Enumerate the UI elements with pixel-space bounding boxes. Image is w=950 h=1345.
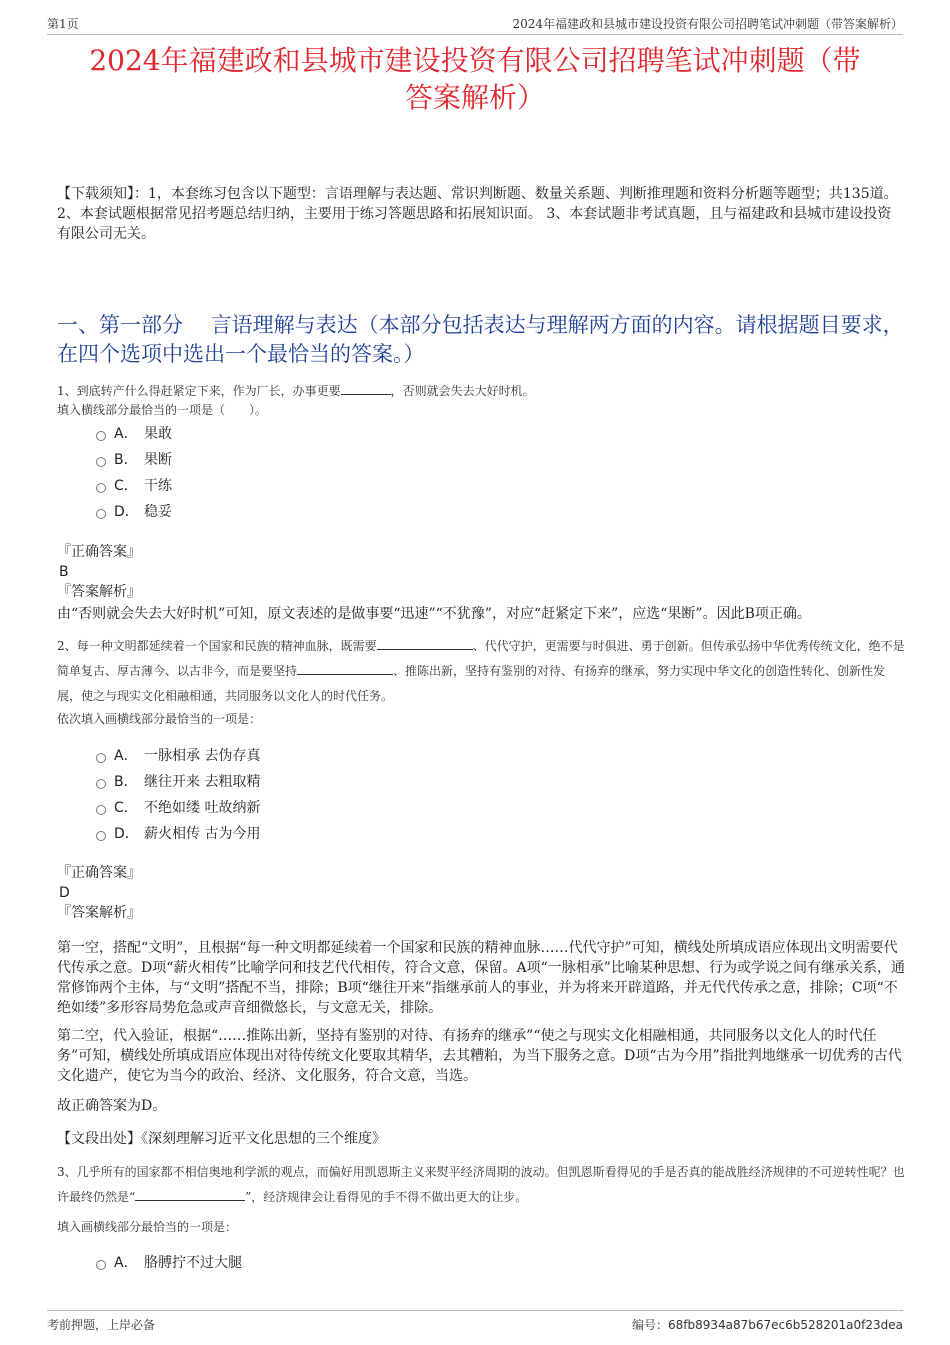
q1-option-a[interactable]: A． 果敢 [96, 421, 172, 447]
radio-icon[interactable] [96, 831, 106, 841]
q2-analysis-paragraph-2: 第二空，代入验证，根据“……推陈出新，坚持有鉴别的对待、有扬弃的继承”“使之与现实文化相融相通，共同服务以文化人的时代任务”可知，横线处所填成语应体现出对待传统文化要取其精华，去其糟粕，为当下服务之意。D项“古为今用”指批判地继承一切优秀的古代文化遗产，使它为当今的政治、经济、文化服务，符合文意，当选。 [57, 1028, 902, 1084]
q2-conclusion: 故正确答案为D。 [57, 1098, 167, 1114]
q1-answer-label: 『正确答案』 [57, 544, 141, 560]
title-line-1: 2024年福建政和县城市建设投资有限公司招聘笔试冲刺题（带 [89, 44, 861, 77]
q2-option-a[interactable]: A． 一脉相承 去伪存真 [96, 743, 260, 769]
q2-blank-2 [297, 661, 393, 675]
q1-option-c[interactable]: C． 干练 [96, 473, 172, 499]
q1-blank [341, 381, 391, 395]
question-2-options [96, 743, 260, 847]
q2-answer: D [59, 885, 70, 901]
q1-stem-part-b: ，否则就会失去大好时机。 [390, 384, 535, 398]
document-title [47, 42, 903, 116]
q2-answer-block [57, 862, 905, 924]
q1-stem-part-a: 1、到底转产什么得赶紧定下来，作为厂长，办事更要 [57, 384, 341, 398]
section-title: 一、第一部分 言语理解与表达（本部分包括表达与理解两方面的内容。请根据题目要求，在四个选项中选出一个最恰当的答案。） [57, 313, 904, 366]
question-1-prompt: 填入横线部分最恰当的一项是（ ）。 [57, 403, 268, 417]
radio-icon[interactable] [96, 1260, 106, 1270]
q2-blank-1 [377, 636, 473, 650]
q1-option-d[interactable]: D． 稳妥 [96, 499, 172, 525]
q2-stem-part-b: 、代代守护，更需要与时俱进、勇于创新。但传承弘扬中华优秀传统文化，绝不是简单复古、厚古薄今、以古非今，而是要坚持 [57, 639, 905, 678]
footer-slogan: 考前押题，上岸必备 [47, 1318, 156, 1332]
q2-analysis-paragraph-1: 第一空，搭配“文明”，且根据“每一种文明都延续着一个国家和民族的精神血脉……代代守护”可知，横线处所填成语应体现出文明需要代代传承之意。D项“薪火相传”比喻学问和技艺代代相传，符合文意，保留。A项“一脉相承”比喻某种思想、行为或学说之间有继承关系，通常修饰两个主体，与“文明”搭配不当，排除；B项“继往开来”指继承前人的事业，并为将来开辟道路，并无代代传承之意，排除；C项“不绝如缕”多形容局势危急或声音细微悠长，与文意无关，排除。 [57, 940, 905, 1016]
download-notice: 【下载须知】：1，本套练习包含以下题型：言语理解与表达题、常识判断题、数量关系题、判断推理题和资料分析题等题型；共135道。 2、本套试题根据常见招考题总结归纳，主要用于练习答题思路和拓展知识面。 3、本套试题非考试真题，且与福建政和县城市建设投资有限公司无关。 [57, 186, 898, 242]
q2-option-b[interactable]: B． 继往开来 去粗取精 [96, 769, 260, 795]
radio-icon[interactable] [96, 805, 106, 815]
q1-analysis-label: 『答案解析』 [57, 584, 141, 600]
radio-icon[interactable] [96, 779, 106, 789]
q3-option-a[interactable]: A． 胳膊拧不过大腿 [96, 1250, 242, 1276]
footer-code [632, 1316, 903, 1333]
radio-icon[interactable] [96, 483, 106, 493]
question-1-options [96, 421, 172, 525]
q2-stem-part-a: 2、每一种文明都延续着一个国家和民族的精神血脉，既需要 [57, 639, 377, 653]
page-number: 第1页 [47, 17, 79, 31]
q2-stem-part-c: 、推陈出新，坚持有鉴别的对待、有扬弃的继承，努力实现中华文化的创造性转化、创新性发展，使之与现实文化相融相通，共同服务以文化人的时代任务。 [57, 664, 886, 703]
q2-option-d[interactable]: D． 薪火相传 古为今用 [96, 821, 260, 847]
question-2-stem [57, 634, 905, 709]
radio-icon[interactable] [96, 753, 106, 763]
question-3-prompt: 填入画横线部分最恰当的一项是： [57, 1220, 238, 1234]
radio-icon[interactable] [96, 457, 106, 467]
question-3-options [96, 1250, 242, 1276]
question-3-stem [57, 1160, 905, 1210]
q1-answer: B [59, 564, 69, 580]
page-header [47, 12, 903, 35]
q1-answer-block [57, 541, 905, 625]
header-doc-title: 2024年福建政和县城市建设投资有限公司招聘笔试冲刺题（带答案解析） [512, 17, 903, 31]
title-line-2: 答案解析） [404, 81, 545, 114]
q2-option-c[interactable]: C． 不绝如缕 吐故纳新 [96, 795, 260, 821]
q2-source: 【文段出处】《深刻理解习近平文化思想的三个维度》 [57, 1131, 386, 1147]
q2-answer-label: 『正确答案』 [57, 865, 141, 881]
q1-analysis: 由“否则就会失去大好时机”可知，原文表述的是做事要“迅速”“不犹豫”，对应“赶紧定下来”，应选“果断”。因此B项正确。 [57, 606, 811, 622]
radio-icon[interactable] [96, 431, 106, 441]
radio-icon[interactable] [96, 509, 106, 519]
q3-stem-part-a: 3、几乎所有的国家都不相信奥地利学派的观点，而偏好用凯恩斯主义来熨平经济周期的波动。但凯恩斯看得见的手是否真的能战胜经济规律的不可逆转性呢？也许最终仍然是“ [57, 1165, 905, 1204]
footer-code-value: 68fb8934a87b67ec6b528201a0f23dea [667, 1318, 903, 1332]
page-footer [47, 1310, 903, 1335]
footer-code-label: 编号： [631, 1318, 668, 1332]
q2-analysis-label: 『答案解析』 [57, 905, 141, 921]
q1-option-b[interactable]: B． 果断 [96, 447, 172, 473]
q3-stem-part-b: ”，经济规律会让看得见的手不得不做出更大的让步。 [245, 1190, 528, 1204]
q3-blank [135, 1187, 245, 1201]
question-2-prompt: 依次填入画横线部分最恰当的一项是： [57, 712, 262, 726]
